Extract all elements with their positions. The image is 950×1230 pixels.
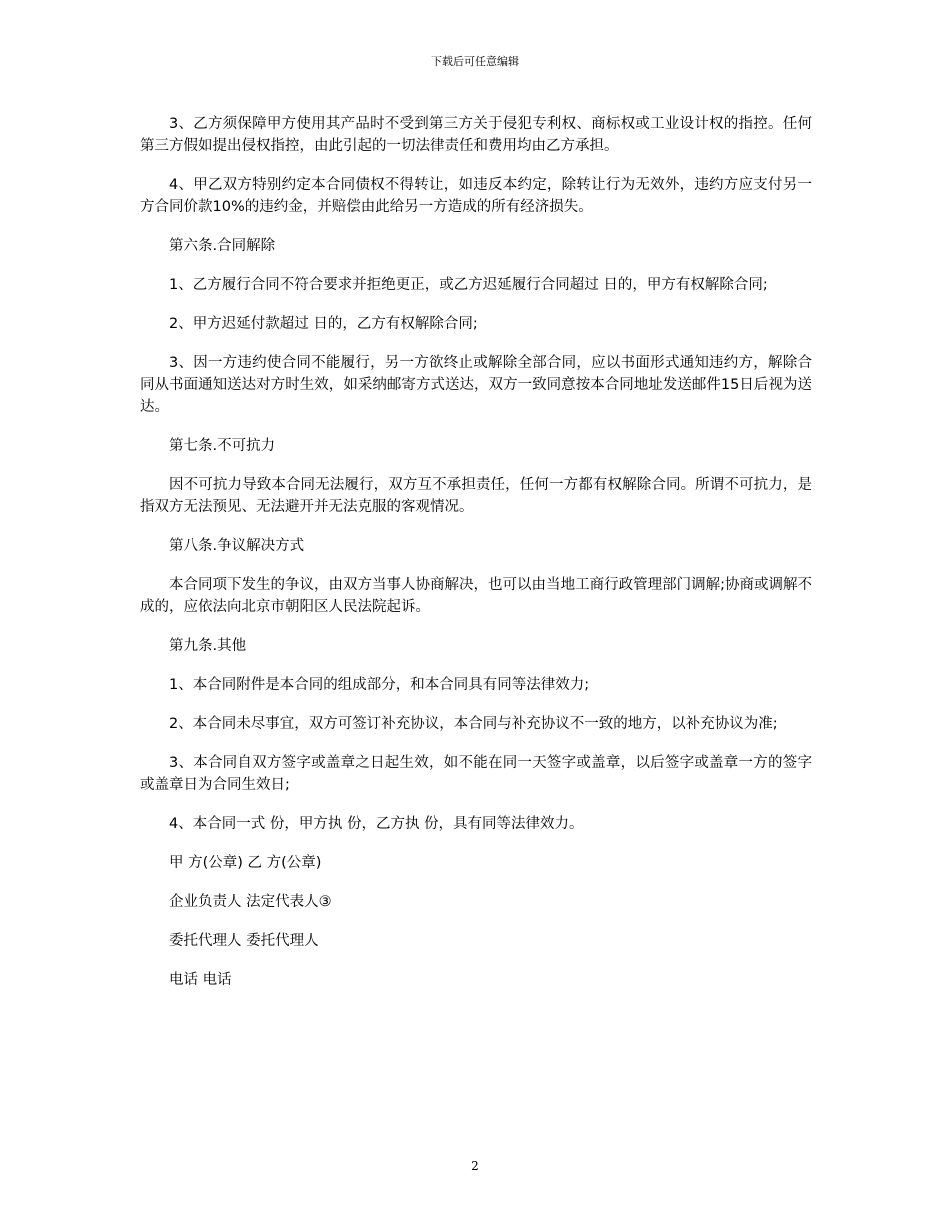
section-7-heading: 第七条.不可抗力 xyxy=(169,438,276,454)
section-6-clause-1: 1、乙方履行合同不符合要求并拒绝更正，或乙方迟延履行合同超过 日的，甲方有权解除合同; xyxy=(169,277,768,293)
section-6-heading: 第六条.合同解除 xyxy=(169,238,276,254)
section-6-clause-3: 3、因一方违约使合同不能履行，另一方欲终止或解除全部合同，应以书面形式通知违约方，解除合同从书面通知送达对方时生效，如采纳邮寄方式送达，双方一致同意按本合同地址发送邮件15日后视为送达。 xyxy=(140,355,812,415)
section-9-clause-1: 1、本合同附件是本合同的组成部分，和本合同具有同等法律效力; xyxy=(169,677,590,693)
section-9-clause-3: 3、本合同自双方签字或盖章之日起生效，如不能在同一天签字或盖章，以后签字或盖章一方的签字或盖章日为合同生效日; xyxy=(140,755,812,793)
section-9-clause-4: 4、本合同一式 份，甲方执 份，乙方执 份，具有同等法律效力。 xyxy=(169,816,584,832)
clause-4-no-transfer: 4、甲乙双方特别约定本合同债权不得转让，如违反本约定，除转让行为无效外，违约方应支付另一方合同价款10%的违约金，并赔偿由此给另一方造成的所有经济损失。 xyxy=(140,177,812,215)
section-7-text: 因不可抗力导致本合同无法履行，双方互不承担责任，任何一方都有权解除合同。所谓不可抗力，是指双方无法预见、无法避开并无法克服的客观情况。 xyxy=(140,477,812,515)
contract-body xyxy=(140,113,812,1008)
signature-agents: 委托代理人 委托代理人 xyxy=(169,933,319,949)
section-9-heading: 第九条.其他 xyxy=(169,638,247,654)
clause-3-ip-guarantee: 3、乙方须保障甲方使用其产品时不受到第三方关于侵犯专利权、商标权或工业设计权的指控。任何第三方假如提出侵权指控，由此引起的一切法律责任和费用均由乙方承担。 xyxy=(140,116,812,154)
section-8-heading: 第八条.争议解决方式 xyxy=(169,538,305,554)
section-9-clause-2: 2、本合同未尽事宜，双方可签订补充协议，本合同与补充协议不一致的地方，以补充协议为准; xyxy=(169,716,778,732)
signature-party-seals: 甲 方(公章) 乙 方(公章) xyxy=(169,855,322,871)
header-note: 下载后可任意编辑 xyxy=(431,55,519,68)
signature-representatives: 企业负责人 法定代表人③ xyxy=(169,894,332,910)
section-6-clause-2: 2、甲方迟延付款超过 日的，乙方有权解除合同; xyxy=(169,316,478,332)
section-8-text: 本合同项下发生的争议，由双方当事人协商解决，也可以由当地工商行政管理部门调解;协商或调解不成的，应依法向北京市朝阳区人民法院起诉。 xyxy=(140,577,812,615)
page-number: 2 xyxy=(471,1159,479,1173)
signature-phones: 电话 电话 xyxy=(169,972,232,988)
